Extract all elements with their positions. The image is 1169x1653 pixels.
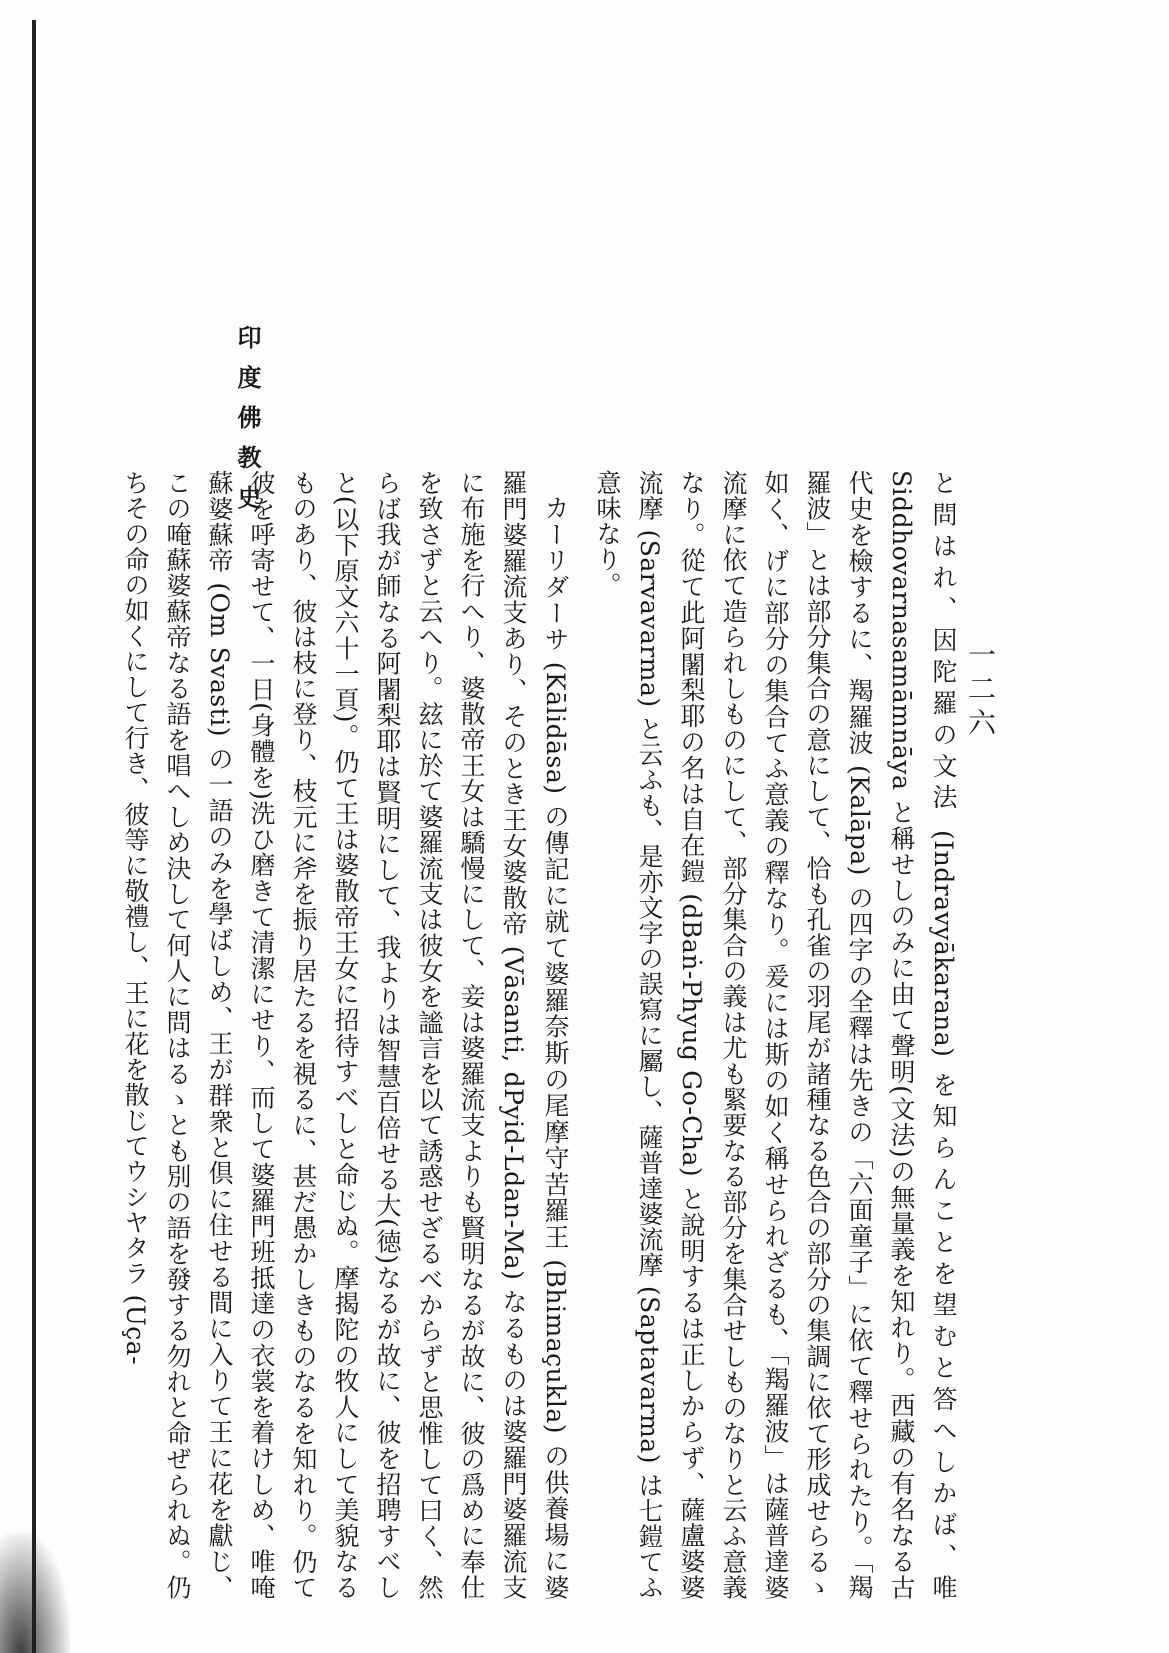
page-number: 一二六: [964, 640, 997, 742]
scan-edge-blot: [0, 1533, 70, 1653]
paragraph-1: と問はれ、因陀羅の文法 (Indravyākarana) を知らんことを望むと答へしかば、唯 Siddhovarnasamāmnāya と稱せしのみに由て聲明(文法)の無量義を知れり。西藏の有名なる古代史を檢するに、羯羅波 (Kalāpa) の四字の全釋は先きの「六面童子」に依て釋せられたり。「羯羅波」とは部分集合の意にして、恰も孔雀の羽尾が諸種なる色合の部分の集調に依て形成せらるゝ如く、げに部分の集合てふ意義の釋なり。爰には斯の如く稱せられざるも、「羯羅波」は薩普達婆流摩に依て造られしものにして、部分集合の義は尤も緊要なる部分を集合せしものなりと云ふ意義なり。從て此阿闍梨耶の名は自在鎧 (dBaṅ-Phyug Go-Cha) と說明するは正しからず、薩盧婆婆流摩 (Sarvavarma) と云ふも、是亦文字の誤寫に屬し、薩普達婆流摩 (Saptavarma) は七鎧てふ意味なり。: [593, 470, 958, 1600]
running-title: 印度佛教史: [233, 325, 262, 525]
paragraph-2: カーリダーサ (Kālidāsa) の傳記に就て婆羅奈斯の尾摩守苦羅王 (Bhimaçukla) の供養場に婆羅門婆羅流支あり、そのとき王女婆散帝 (Vāsanti, dPyid-Ldan-Ma) なるものは婆羅門婆羅流支に布施を行へり、婆散帝王女は驕慢にして、妾は婆羅流支よりも賢明なるが故に、彼の爲めに奉仕を致さずと云へり。玆に於て婆羅流支は彼女を謐言を以て誘惑せざるべからずと思惟して曰く、然らば我が師なる阿闍梨耶は賢明にして、我よりは智慧百倍せる大(徳)なるが故に、彼を招聘すべしと(以下原文六十一頁)。仍て王は婆散帝王女に招待すべしと命じぬ。摩揭陀の牧人にして美貌なるものあり、彼は枝に登り、枝元に斧を振り居たるを視るに、甚だ愚かしきものなるを知れり。仍て彼を呼寄せて、一日(身體を)洗ひ磨きて清潔にせり、而して婆羅門班抵達の衣裳を着けしめ、唯唵蘇婆蘇帝 (Om Svasti) の一語のみを學ばしめ、王が群衆と倶に住せる間に入りて王に花を獻じ、この唵蘇婆蘇帝なる語を唱へしめ決して何人に問はるゝとも別の語を發する勿れと命ぜられぬ。仍ちその命の如くにして行き、彼等に敬禮し、王に花を散じてウシヤタラ (Uça-: [121, 470, 570, 1600]
book-spine-shadow: [32, 20, 36, 1653]
body-text: [121, 470, 964, 1600]
